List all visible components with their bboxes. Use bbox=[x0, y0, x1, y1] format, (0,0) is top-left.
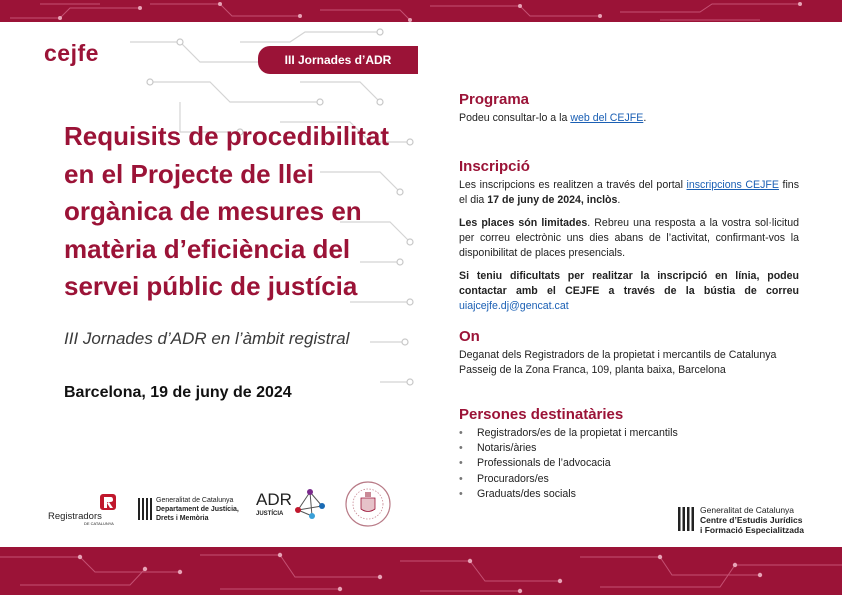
event-badge: III Jornades d’ADR bbox=[258, 46, 418, 74]
circuit-pattern-top bbox=[0, 0, 842, 22]
inscripcio-paragraph-2 bbox=[459, 216, 799, 261]
title-line: en el Projecte de llei bbox=[64, 158, 314, 189]
list-item: • Registradors/es de la propietat i mercantils bbox=[459, 426, 799, 441]
network-icon bbox=[292, 486, 326, 520]
bottom-decorative-band bbox=[0, 547, 842, 595]
generalitat-justicia-logo bbox=[138, 494, 248, 528]
registradors-sub: DE CATALUNYA bbox=[84, 521, 114, 526]
adr-justicia-logo bbox=[256, 486, 326, 522]
inscripcio-heading: Inscripció bbox=[459, 158, 530, 175]
adr-name: ADR bbox=[256, 490, 292, 509]
list-item: • Procuradors/es bbox=[459, 472, 799, 487]
main-title bbox=[64, 118, 424, 306]
event-date-location: Barcelona, 19 de juny de 2024 bbox=[64, 384, 292, 401]
inscripcio-p1-after: . bbox=[617, 194, 621, 206]
adr-sub: JUSTÍCIA bbox=[256, 511, 284, 517]
title-line: orgànica de mesures en bbox=[64, 196, 362, 226]
top-decorative-band bbox=[0, 0, 842, 22]
inscripcio-p1-before: Les inscripcions es realitzen a través del portal bbox=[459, 179, 687, 191]
title-line: Requisits de procedibilitat bbox=[64, 121, 390, 151]
inscripcions-link[interactable]: inscripcions CEJFE bbox=[686, 179, 779, 191]
registradors-logo bbox=[48, 492, 128, 526]
inscripcio-p2-rest: . Rebreu una resposta a la vostra sol·licitud per correu electrònic uns dies abans de l’activitat, confirmant-vos la disponibilitat de places presencials. bbox=[459, 217, 799, 259]
contact-instructions: Si teniu dificultats per realitzar la inscripció en línia, podeu contactar amb el CEJFE a través de la bústia de correu bbox=[459, 270, 799, 297]
cejfe-logo: cejfe bbox=[44, 40, 99, 66]
programa-text-after: . bbox=[643, 112, 647, 124]
inscripcio-p1-middle: fins el dia bbox=[459, 179, 799, 206]
generalitat-flag-icon bbox=[678, 507, 694, 531]
generalitat-cejfe-line2: Centre d’Estudis Jurídics bbox=[700, 515, 803, 525]
section-persones-destinataries bbox=[459, 406, 799, 502]
section-on bbox=[459, 328, 799, 378]
generalitat-flag-icon bbox=[138, 498, 152, 520]
persones-heading: Persones destinatàries bbox=[459, 406, 624, 423]
title-line: servei públic de justícia bbox=[64, 271, 358, 301]
inscripcio-paragraph-3 bbox=[459, 269, 799, 314]
generalitat-cejfe-logo bbox=[678, 505, 838, 541]
programa-web-link[interactable]: web del CEJFE bbox=[570, 112, 644, 124]
generalitat-dep-line3: Drets i Memòria bbox=[156, 515, 209, 522]
list-item: • Professionals de l’advocacia bbox=[459, 456, 799, 471]
section-inscripcio bbox=[459, 158, 799, 314]
programa-text bbox=[459, 111, 799, 126]
inscripcio-paragraph-1 bbox=[459, 178, 799, 208]
on-heading: On bbox=[459, 328, 480, 345]
generalitat-cejfe-line3: i Formació Especialitzada bbox=[700, 525, 804, 535]
section-programa bbox=[459, 91, 799, 126]
title-line: matèria d’eficiència del bbox=[64, 233, 351, 264]
generalitat-dep-line1: Generalitat de Catalunya bbox=[156, 497, 234, 504]
programa-heading: Programa bbox=[459, 91, 530, 108]
venue-line-2: Passeig de la Zona Franca, 109, planta baixa, Barcelona bbox=[459, 364, 726, 376]
registradors-name: Registradors bbox=[48, 511, 102, 522]
programa-text-before: Podeu consultar-lo a la bbox=[459, 112, 571, 124]
academy-seal-logo bbox=[344, 480, 392, 528]
inscripcio-deadline: 17 de juny de 2024, inclòs bbox=[487, 194, 618, 206]
circuit-pattern-bottom bbox=[0, 547, 842, 595]
registradors-r-icon bbox=[98, 492, 118, 512]
contact-email-link[interactable]: uiajcejfe.dj@gencat.cat bbox=[459, 300, 569, 312]
audience-list bbox=[459, 426, 799, 502]
venue-line-1: Deganat dels Registradors de la propietat i mercantils de Catalunya bbox=[459, 349, 777, 361]
generalitat-dep-line2: Departament de Justícia, bbox=[156, 506, 239, 513]
places-limitades: Les places són limitades bbox=[459, 217, 588, 229]
list-item: • Graduats/des socials bbox=[459, 487, 799, 502]
generalitat-cejfe-line1: Generalitat de Catalunya bbox=[700, 505, 795, 515]
seal-icon bbox=[344, 480, 392, 528]
event-subtitle: III Jornades d’ADR en l’àmbit registral bbox=[64, 329, 350, 348]
list-item: • Notaris/àries bbox=[459, 441, 799, 456]
